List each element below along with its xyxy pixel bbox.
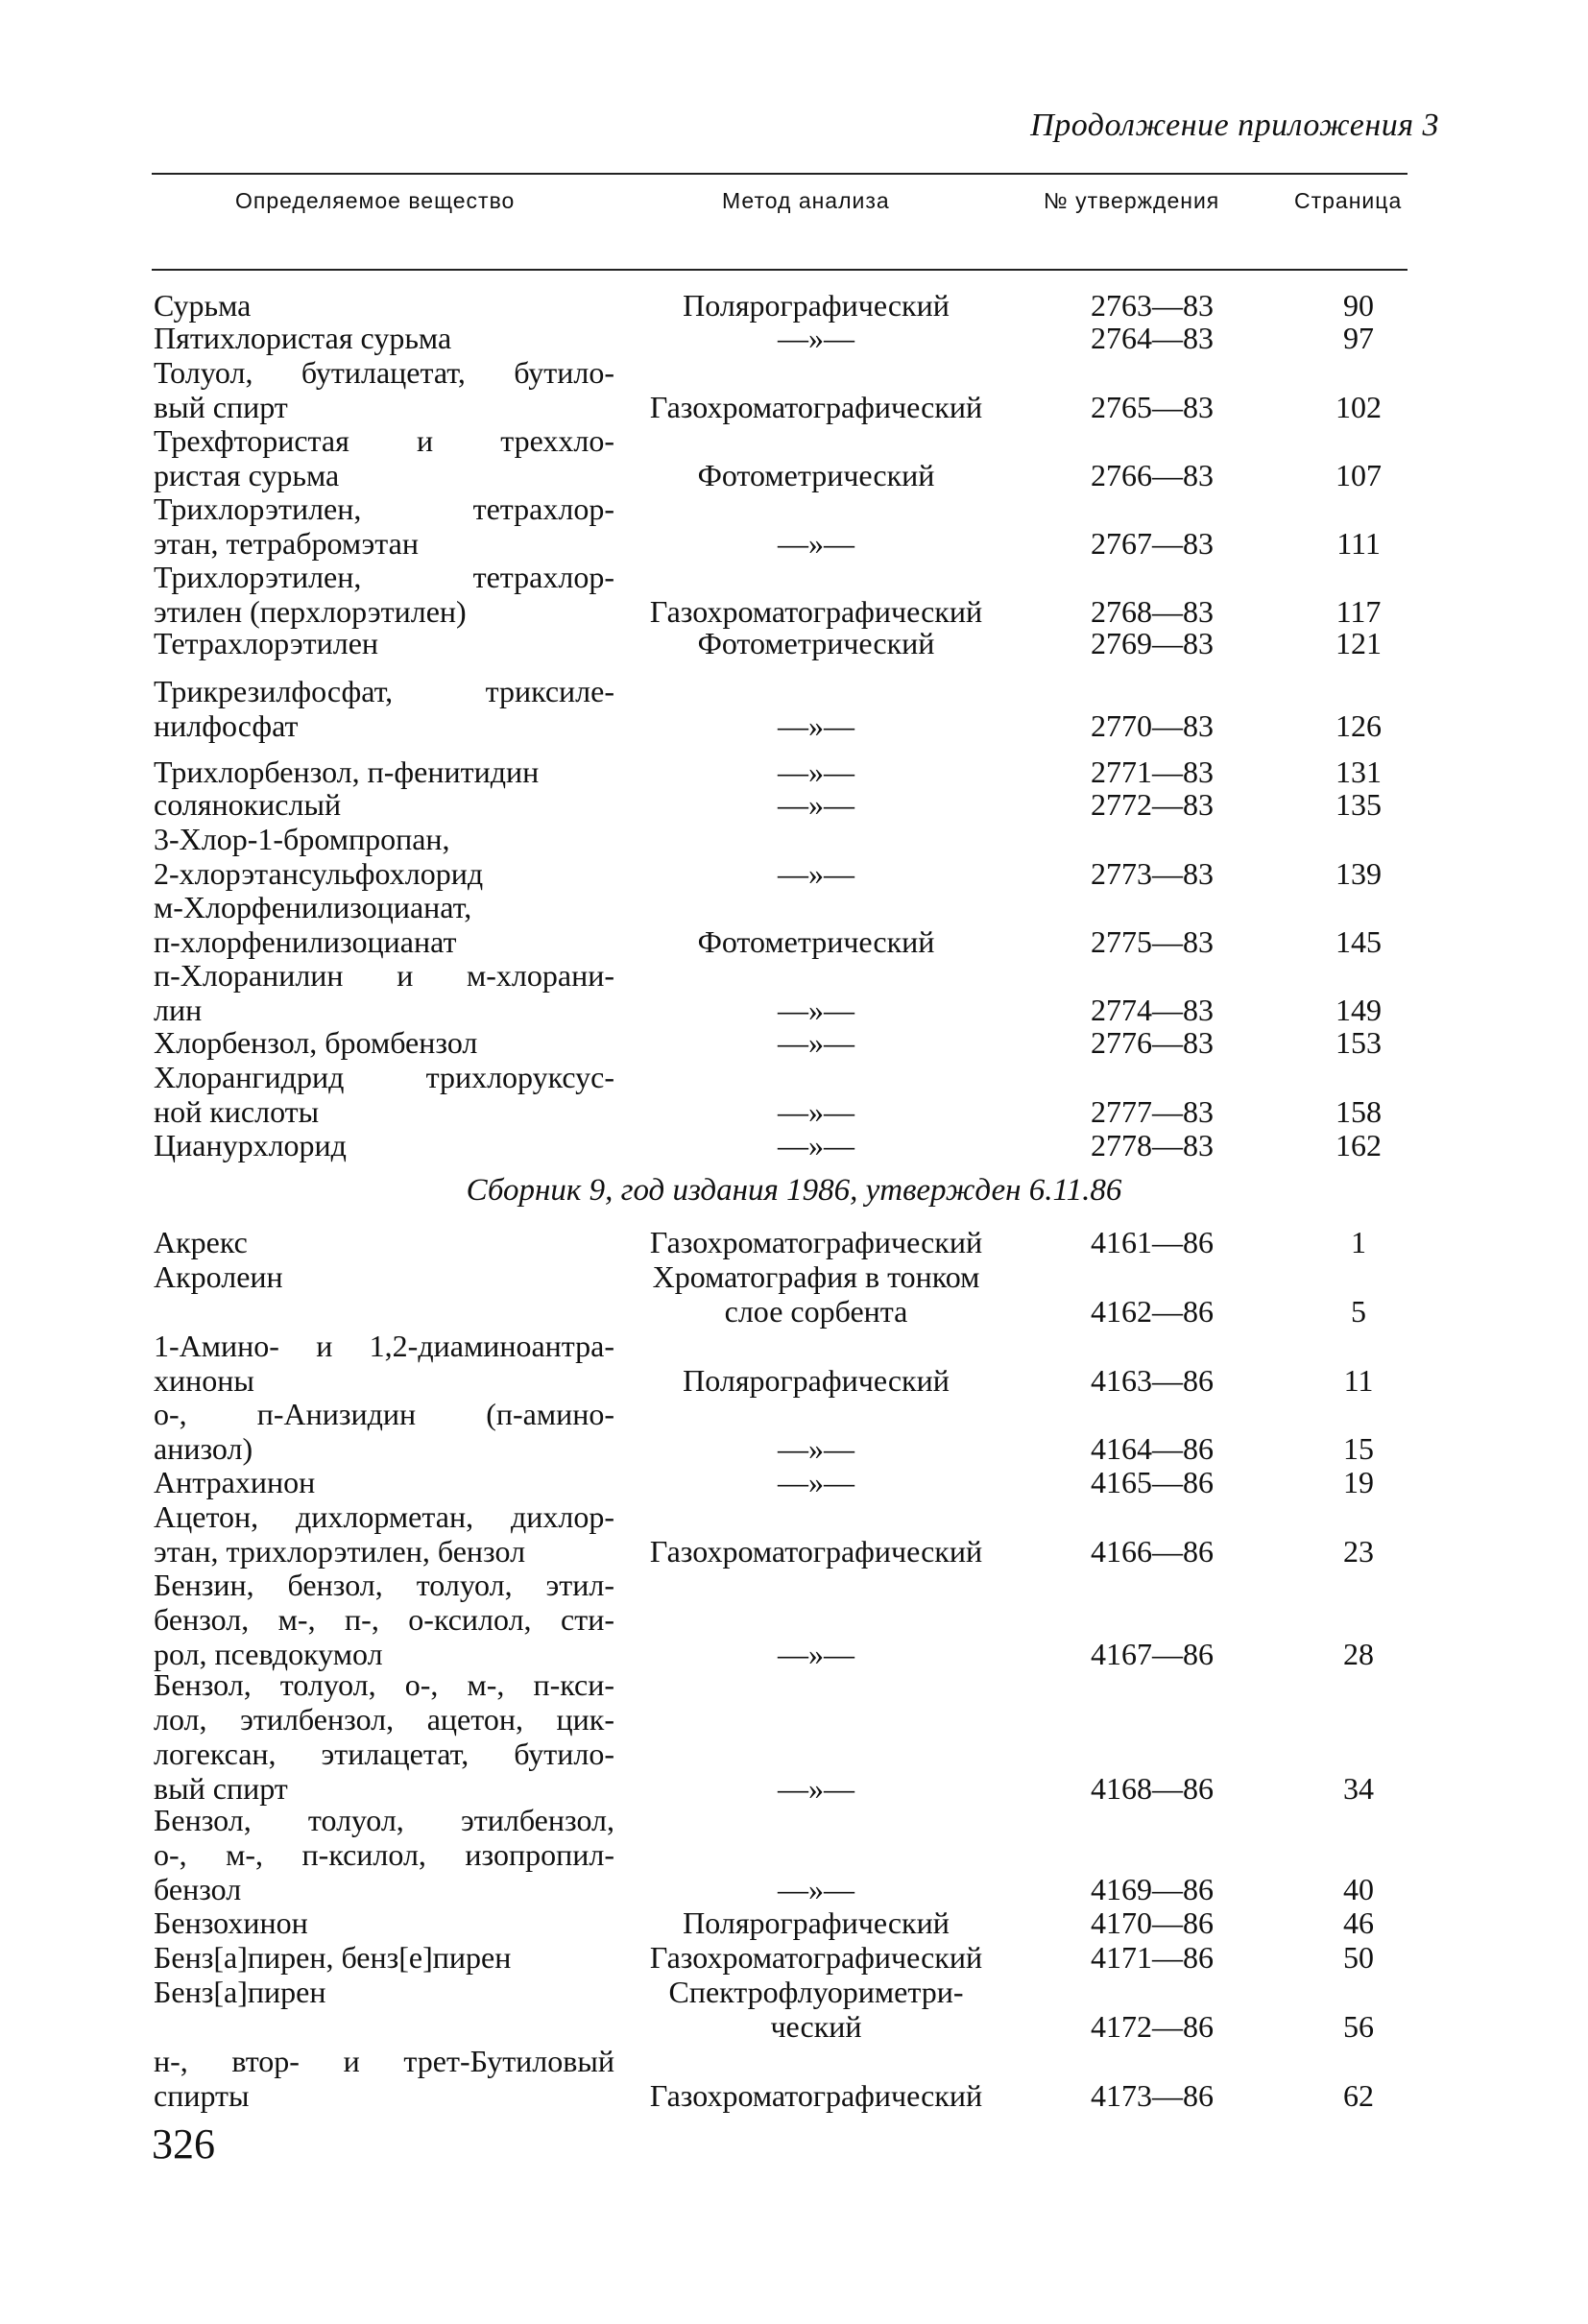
method-cell: Фотометрический <box>697 924 935 959</box>
approval-number-cell: 2776—83 <box>1091 1025 1214 1060</box>
substance-line: Ацетон, дихлорметан, дихлор- <box>154 1499 614 1534</box>
approval-number-cell: 2778—83 <box>1091 1128 1214 1162</box>
substance-line: рол, псевдокумол <box>154 1637 383 1671</box>
substance-line: Бензол, толуол, о-, м-, п-кси- <box>154 1667 614 1702</box>
substance-line: о-, м-, п-ксилол, изопропил- <box>154 1837 614 1872</box>
page-cell: 126 <box>1335 708 1382 743</box>
approval-number-cell: 4172—86 <box>1091 2009 1214 2044</box>
method-cell: Газохроматографический <box>649 594 983 629</box>
page-number: 326 <box>152 2120 215 2168</box>
method-cell: Спектрофлуориметри- <box>668 1975 964 2009</box>
method-cell: —»— <box>778 787 854 822</box>
substance-line: Сурьма <box>154 288 252 323</box>
method-cell: Газохроматографический <box>649 2078 983 2113</box>
substance-line: Трихлорбензол, п-фенитидин <box>154 755 540 789</box>
approval-number-cell: 4164—86 <box>1091 1431 1214 1466</box>
approval-number-cell: 2768—83 <box>1091 594 1214 629</box>
substance-line: этан, трихлорэтилен, бензол <box>154 1534 526 1569</box>
substance-line: Бензохинон <box>154 1905 308 1940</box>
column-header-number: № утверждения <box>1044 188 1220 213</box>
method-cell: Газохроматографический <box>649 390 983 424</box>
substance-line: Хлорбензол, бромбензол <box>154 1025 478 1060</box>
substance-line: Трехфтористая и треххло- <box>154 423 614 458</box>
method-cell: —»— <box>778 993 854 1027</box>
substance-line: о-, п-Анизидин (п-амино- <box>154 1397 614 1431</box>
page-cell: 107 <box>1335 458 1382 492</box>
substance-line: вый спирт <box>154 390 288 424</box>
method-cell: ческий <box>770 2009 862 2044</box>
page-cell: 1 <box>1351 1225 1366 1259</box>
substance-line: Бензин, бензол, толуол, этил- <box>154 1568 614 1602</box>
column-header-page: Страница <box>1294 188 1403 213</box>
substance-line: н-, втор- и трет-Бутиловый <box>154 2044 614 2078</box>
substance-line: Цианурхлорид <box>154 1128 347 1162</box>
approval-number-cell: 4161—86 <box>1091 1225 1214 1259</box>
approval-number-cell: 2770—83 <box>1091 708 1214 743</box>
page-cell: 162 <box>1335 1128 1382 1162</box>
substance-line: Трихлорэтилен, тетрахлор- <box>154 560 614 594</box>
substance-line: лин <box>154 993 203 1027</box>
method-cell: Полярографический <box>683 1363 950 1398</box>
method-cell: —»— <box>778 1431 854 1466</box>
method-cell: Полярографический <box>683 1905 950 1940</box>
page-cell: 90 <box>1343 288 1374 323</box>
substance-line: м-Хлорфенилизоцианат, <box>154 890 472 924</box>
method-cell: —»— <box>778 1465 854 1499</box>
substance-line: Трикрезилфосфат, триксиле- <box>154 674 614 708</box>
method-cell: Газохроматографический <box>649 1225 983 1259</box>
page-cell: 11 <box>1343 1363 1374 1398</box>
method-cell: Полярографический <box>683 288 950 323</box>
substance-line: 3-Хлор-1-бромпропан, <box>154 822 450 856</box>
approval-number-cell: 2765—83 <box>1091 390 1214 424</box>
approval-number-cell: 4163—86 <box>1091 1363 1214 1398</box>
method-cell: —»— <box>778 755 854 789</box>
substance-line: Бенз[а]пирен, бенз[е]пирен <box>154 1940 512 1975</box>
substance-line: этан, тетрабромэтан <box>154 526 419 561</box>
approval-number-cell: 4173—86 <box>1091 2078 1214 2113</box>
page-cell: 139 <box>1335 856 1382 891</box>
page-cell: 153 <box>1335 1025 1382 1060</box>
page-cell: 5 <box>1351 1294 1366 1329</box>
approval-number-cell: 2772—83 <box>1091 787 1214 822</box>
method-cell: —»— <box>778 708 854 743</box>
substance-line: Акролеин <box>154 1259 283 1294</box>
page-cell: 121 <box>1335 626 1382 660</box>
page-cell: 117 <box>1335 594 1382 629</box>
approval-number-cell: 4166—86 <box>1091 1534 1214 1569</box>
column-header-method: Метод анализа <box>722 188 890 213</box>
page-cell: 131 <box>1335 755 1382 789</box>
page-cell: 19 <box>1343 1465 1374 1499</box>
approval-number-cell: 2769—83 <box>1091 626 1214 660</box>
approval-number-cell: 2777—83 <box>1091 1094 1214 1129</box>
page-cell: 135 <box>1335 787 1382 822</box>
substance-line: Тетрахлорэтилен <box>154 626 379 660</box>
page-cell: 102 <box>1335 390 1382 424</box>
substance-line: бензол <box>154 1872 242 1906</box>
page-cell: 56 <box>1343 2009 1374 2044</box>
page-cell: 149 <box>1335 993 1382 1027</box>
method-cell: —»— <box>778 856 854 891</box>
approval-number-cell: 4162—86 <box>1091 1294 1214 1329</box>
substance-line: Акрекс <box>154 1225 248 1259</box>
table-top-rule <box>152 173 1408 175</box>
substance-line: логексан, этилацетат, бутило- <box>154 1737 614 1771</box>
approval-number-cell: 2763—83 <box>1091 288 1214 323</box>
approval-number-cell: 4171—86 <box>1091 1940 1214 1975</box>
method-cell: —»— <box>778 526 854 561</box>
substance-line: Пятихлористая сурьма <box>154 321 452 355</box>
substance-line: 2-хлорэтансульфохлорид <box>154 856 484 891</box>
method-cell: Газохроматографический <box>649 1940 983 1975</box>
page-cell: 28 <box>1343 1637 1374 1671</box>
approval-number-cell: 2766—83 <box>1091 458 1214 492</box>
approval-number-cell: 4165—86 <box>1091 1465 1214 1499</box>
column-header-substance: Определяемое вещество <box>235 188 516 213</box>
substance-line: Бенз[а]пирен <box>154 1975 326 2009</box>
approval-number-cell: 2764—83 <box>1091 321 1214 355</box>
page-cell: 50 <box>1343 1940 1374 1975</box>
method-cell: слое сорбента <box>724 1294 908 1329</box>
page-cell: 46 <box>1343 1905 1374 1940</box>
approval-number-cell: 2773—83 <box>1091 856 1214 891</box>
page-cell: 62 <box>1343 2078 1374 2113</box>
substance-line: Толуол, бутилацетат, бутило- <box>154 355 614 390</box>
substance-line: п-Хлоранилин и м-хлорани- <box>154 958 614 993</box>
page-cell: 34 <box>1343 1771 1374 1806</box>
substance-line: нилфосфат <box>154 708 299 743</box>
page-cell: 15 <box>1343 1431 1374 1466</box>
substance-line: ной кислоты <box>154 1094 320 1129</box>
page-cell: 40 <box>1343 1872 1374 1906</box>
method-cell: Газохроматографический <box>649 1534 983 1569</box>
substance-line: ристая сурьма <box>154 458 340 492</box>
page-cell: 158 <box>1335 1094 1382 1129</box>
method-cell: Фотометрический <box>697 458 935 492</box>
approval-number-cell: 4170—86 <box>1091 1905 1214 1940</box>
substance-line: 1-Амино- и 1,2-диаминоантра- <box>154 1329 614 1363</box>
substance-line: анизол) <box>154 1431 253 1466</box>
method-cell: —»— <box>778 1771 854 1806</box>
approval-number-cell: 2767—83 <box>1091 526 1214 561</box>
approval-number-cell: 2775—83 <box>1091 924 1214 959</box>
method-cell: —»— <box>778 1025 854 1060</box>
method-cell: —»— <box>778 1094 854 1129</box>
section-title: Сборник 9, год издания 1986, утвержден 6.11.86 <box>466 1173 1122 1208</box>
approval-number-cell: 4168—86 <box>1091 1771 1214 1806</box>
substance-line: спирты <box>154 2078 250 2113</box>
page-cell: 145 <box>1335 924 1382 959</box>
page-cell: 97 <box>1343 321 1374 355</box>
approval-number-cell: 2771—83 <box>1091 755 1214 789</box>
page-cell: 111 <box>1336 526 1381 561</box>
substance-line: Хлорангидрид трихлоруксус- <box>154 1060 614 1094</box>
substance-line: Трихлорэтилен, тетрахлор- <box>154 491 614 526</box>
approval-number-cell: 2774—83 <box>1091 993 1214 1027</box>
method-cell: —»— <box>778 1637 854 1671</box>
substance-line: лол, этилбензол, ацетон, цик- <box>154 1702 614 1737</box>
method-cell: Фотометрический <box>697 626 935 660</box>
substance-line: хиноны <box>154 1363 254 1398</box>
method-cell: —»— <box>778 321 854 355</box>
approval-number-cell: 4167—86 <box>1091 1637 1214 1671</box>
running-header: Продолжение приложения 3 <box>1030 108 1439 143</box>
method-cell: —»— <box>778 1128 854 1162</box>
page-cell: 23 <box>1343 1534 1374 1569</box>
method-cell: —»— <box>778 1872 854 1906</box>
table-header-rule <box>152 269 1408 271</box>
substance-line: Антрахинон <box>154 1465 316 1499</box>
substance-line: этилен (перхлорэтилен) <box>154 594 467 629</box>
approval-number-cell: 4169—86 <box>1091 1872 1214 1906</box>
substance-line: солянокислый <box>154 787 342 822</box>
substance-line: бензол, м-, п-, о-ксилол, сти- <box>154 1602 614 1637</box>
substance-line: вый спирт <box>154 1771 288 1806</box>
substance-line: п-хлорфенилизоцианат <box>154 924 457 959</box>
method-cell: Хроматография в тонком <box>652 1259 980 1294</box>
substance-line: Бензол, толуол, этилбензол, <box>154 1803 614 1837</box>
